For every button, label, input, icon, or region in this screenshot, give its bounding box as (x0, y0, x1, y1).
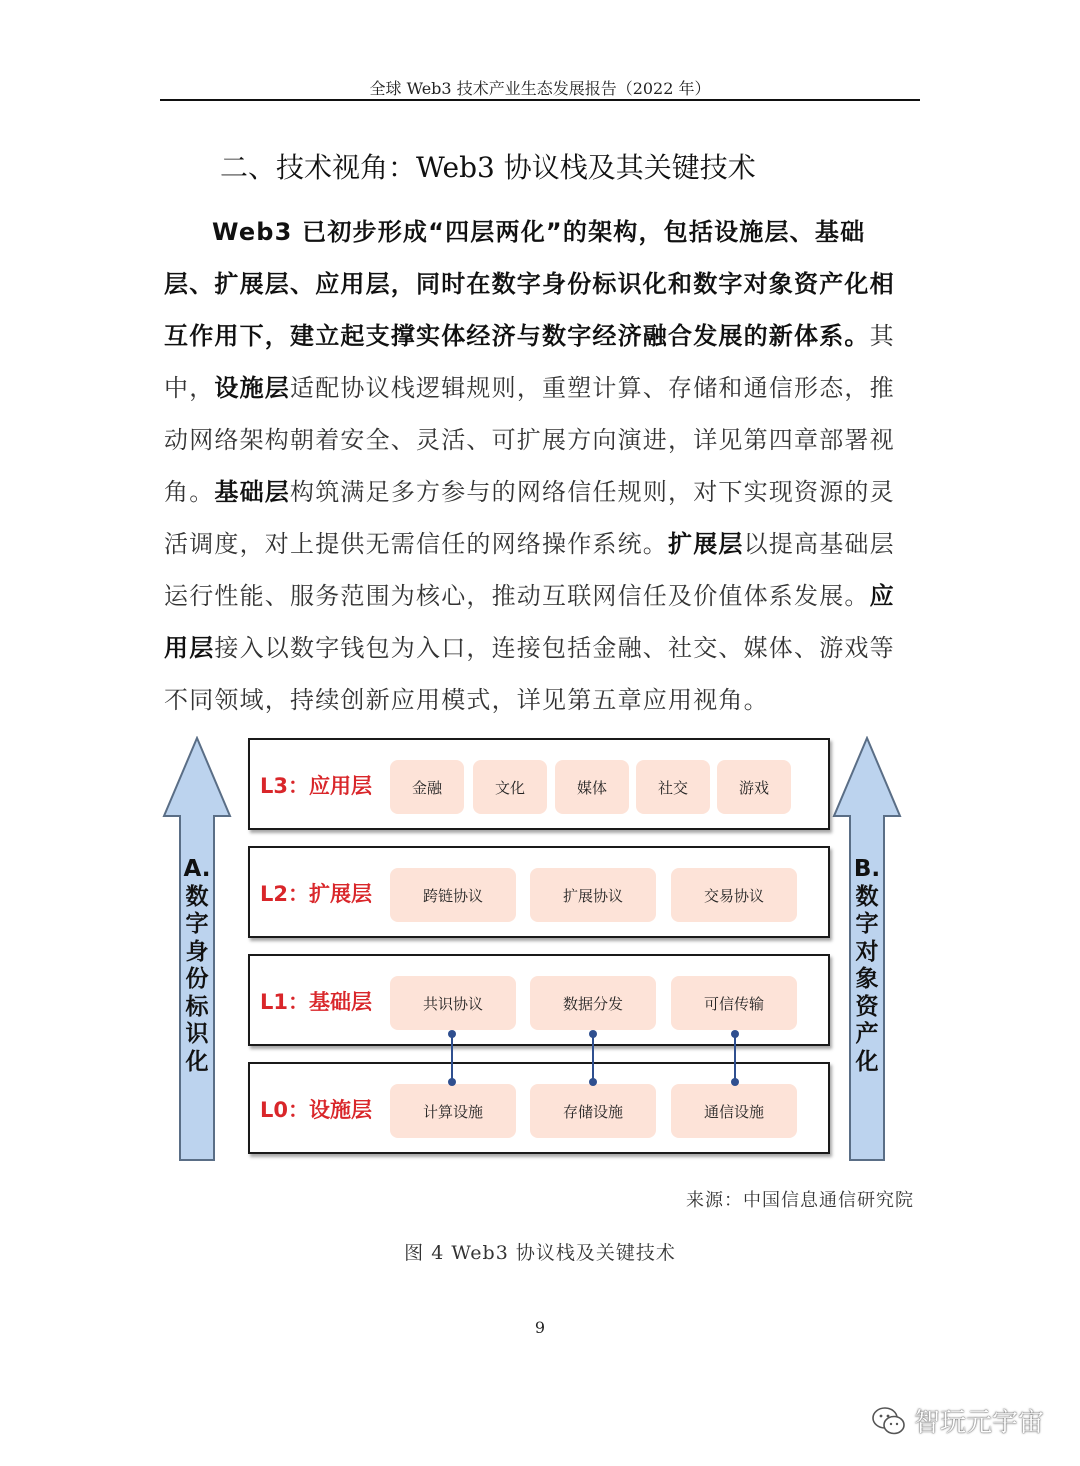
layer-item: 文化 (473, 760, 547, 814)
layer-facility (248, 1062, 830, 1154)
header-divider (160, 99, 920, 101)
layer-item: 金融 (390, 760, 464, 814)
layer-label: L0：设施层 (260, 1098, 372, 1122)
layer-base (248, 954, 830, 1046)
paragraph-text: 适配协议栈逻辑规则，重塑计算、存储和通信形态，推动网络架构朝着安全、灵活、可扩展方向演进，详见第四章部署视角。 (164, 374, 895, 506)
layer-item: 扩展协议 (530, 868, 656, 922)
layer-item: 共识协议 (390, 976, 516, 1030)
watermark-text: 智玩元宇宙 (914, 1408, 1045, 1438)
layer-item: 计算设施 (390, 1084, 516, 1138)
wechat-icon (872, 1406, 906, 1436)
body-paragraph (164, 206, 904, 726)
figure-caption: 图 4 Web3 协议栈及关键技术 (404, 1242, 676, 1264)
layer-item: 可信传输 (671, 976, 797, 1030)
layer-item: 媒体 (555, 760, 629, 814)
paragraph-text: 以提高基础层运行性能、服务范围为核心，推动互联网信任及价值体系发展。 (164, 530, 895, 610)
right-arrow-label: B.数字对象资产化 (853, 856, 881, 1075)
layer-item: 通信设施 (671, 1084, 797, 1138)
layer-item: 游戏 (717, 760, 791, 814)
layer-item: 社交 (636, 760, 710, 814)
left-arrow-label: A.数字身份标识化 (183, 856, 211, 1075)
paragraph-text: 接入以数字钱包为入口，连接包括金融、社交、媒体、游戏等不同领域，持续创新应用模式，详见第五章应用视角。 (164, 634, 895, 714)
layer-item: 数据分发 (530, 976, 656, 1030)
layer-item: 跨链协议 (390, 868, 516, 922)
layer-application (248, 738, 830, 830)
intro-sentence: Web3 已初步形成“四层两化”的架构，包括设施层、基础层、扩展层、应用层，同时在数字身份标识化和数字对象资产化相互作用下，建立起支撑实体经济与数字经济融合发展的新体系。 (164, 218, 895, 350)
layer-item: 存储设施 (530, 1084, 656, 1138)
page-number: 9 (534, 1318, 546, 1337)
protocol-stack-diagram (160, 730, 920, 1170)
layer-label: L1：基础层 (260, 990, 372, 1014)
connector-line (451, 1034, 453, 1082)
connector-line (592, 1034, 594, 1082)
term-extension-layer: 扩展层 (668, 530, 744, 558)
source-note: 来源：中国信息通信研究院 (686, 1190, 914, 1211)
connector-line (734, 1034, 736, 1082)
term-base-layer: 基础层 (214, 478, 291, 506)
layer-extension (248, 846, 830, 938)
layer-label: L3：应用层 (260, 774, 372, 798)
term-facility-layer: 设施层 (214, 374, 291, 402)
right-arrow (832, 736, 902, 1162)
running-header: 全球 Web3 技术产业生态发展报告（2022 年） (369, 79, 711, 98)
paragraph-text: 构筑满足多方参与的网络信任规则，对下实现资源的灵活调度，对上提供无需信任的网络操作系统。 (164, 478, 895, 558)
wechat-watermark (872, 1402, 1044, 1439)
term-application-layer: 应用层 (164, 582, 895, 662)
layer-label: L2：扩展层 (260, 882, 372, 906)
paragraph-text: 其中， (164, 322, 895, 402)
left-arrow (162, 736, 232, 1162)
section-heading: 二、技术视角：Web3 协议栈及其关键技术 (220, 151, 756, 184)
layer-item: 交易协议 (671, 868, 797, 922)
